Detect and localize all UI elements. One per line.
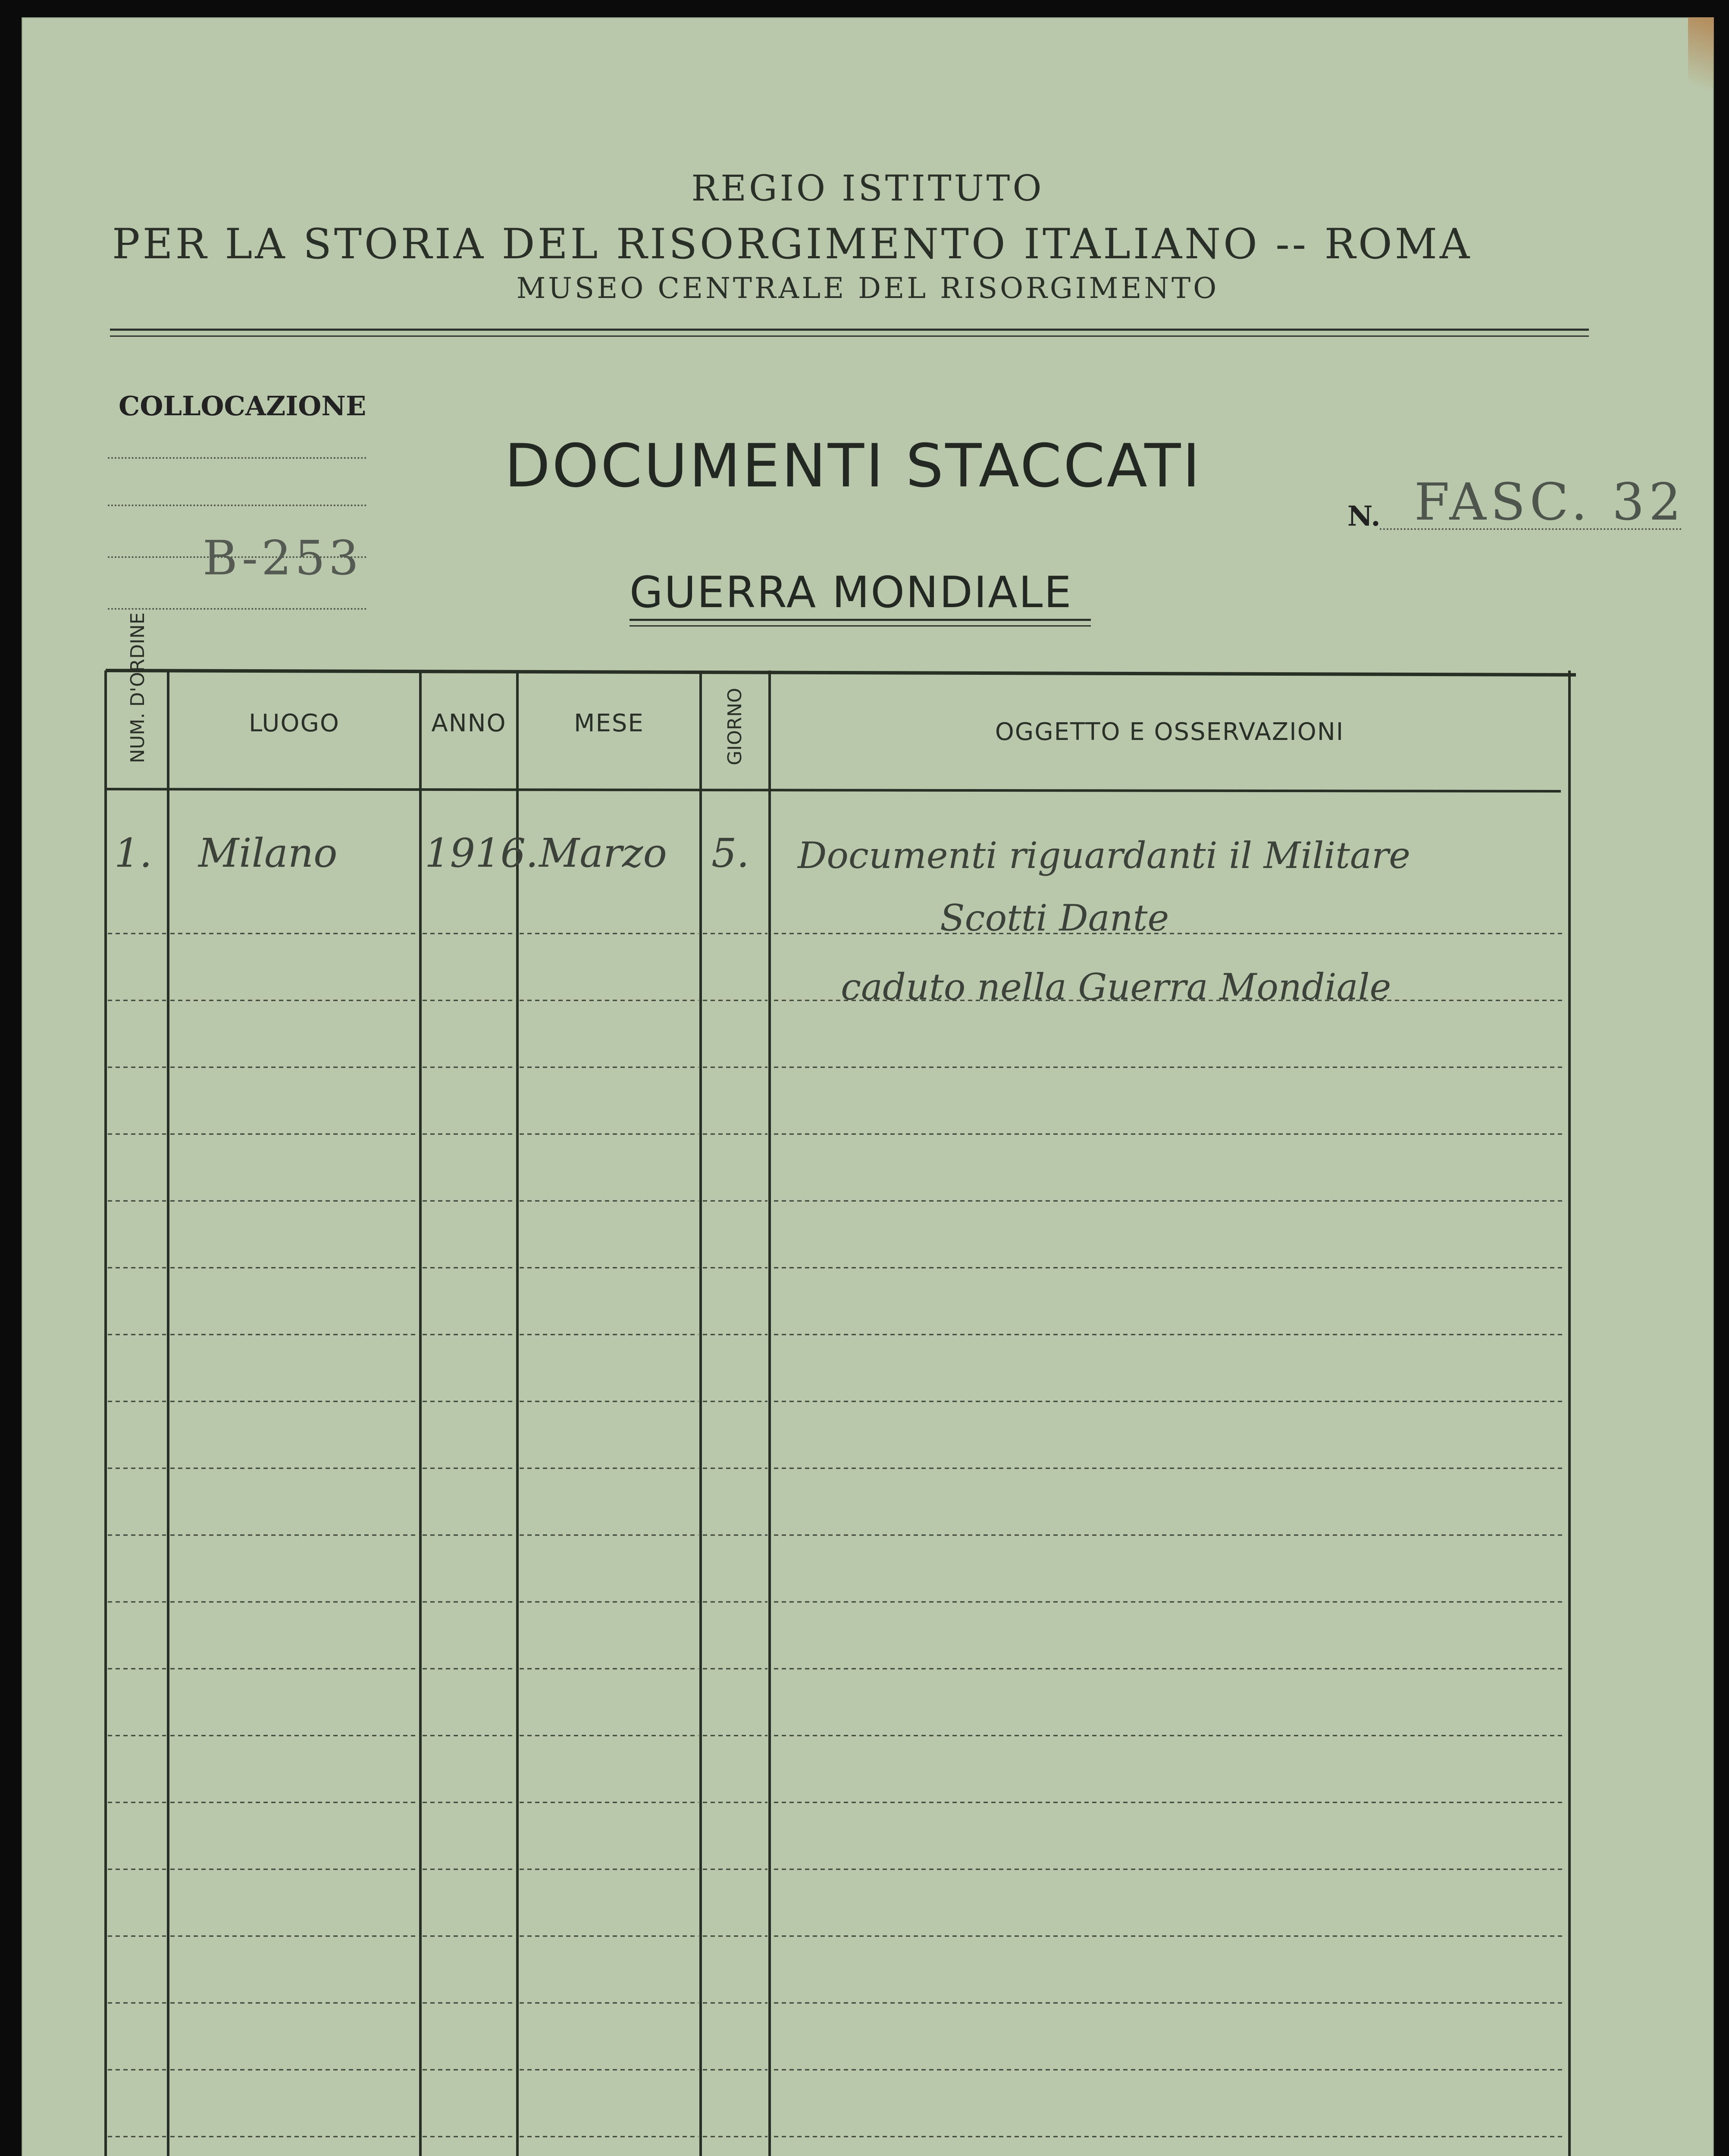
archive-form-sheet — [22, 17, 1714, 2156]
entry-giorno: 5. — [711, 830, 749, 876]
number-value: FASC. 32 — [1414, 472, 1685, 532]
header-row-border — [106, 789, 1561, 791]
column-header-giorno: GIORNO — [724, 688, 746, 765]
entry-luogo: Milano — [198, 830, 338, 876]
register-table-grid — [22, 17, 1714, 2156]
table-top-border — [106, 671, 1576, 675]
column-header-luogo: LUOGO — [249, 709, 340, 737]
section-subtitle: GUERRA MONDIALE — [630, 567, 1073, 617]
entry-oggetto-line: Scotti Dante — [940, 897, 1169, 939]
header-museum: MUSEO CENTRALE DEL RISORGIMENTO — [516, 272, 1219, 305]
header-institute-full: PER LA STORIA DEL RISORGIMENTO ITALIANO -- ROMA — [112, 220, 1472, 268]
number-label: N. — [1347, 500, 1381, 533]
column-header-anno: ANNO — [431, 709, 507, 737]
entry-oggetto-line: caduto nella Guerra Mondiale — [841, 966, 1391, 1008]
collocazione-label: COLLOCAZIONE — [119, 390, 366, 422]
entry-anno: 1916. — [425, 830, 539, 876]
document-title: DOCUMENTI STACCATI — [504, 431, 1202, 501]
column-header-num: NUM. D'ORDINE — [127, 612, 149, 763]
header-institute: REGIO ISTITUTO — [691, 168, 1044, 209]
column-header-oggetto: OGGETTO E OSSERVAZIONI — [995, 718, 1344, 746]
ruled-rows — [108, 934, 1563, 2156]
entry-oggetto-line: Documenti riguardanti il Militare — [798, 834, 1410, 877]
column-header-mese: MESE — [574, 709, 644, 737]
entry-num: 1. — [114, 830, 152, 876]
entry-mese: Marzo — [539, 830, 667, 876]
collocazione-value: B-253 — [203, 530, 362, 586]
